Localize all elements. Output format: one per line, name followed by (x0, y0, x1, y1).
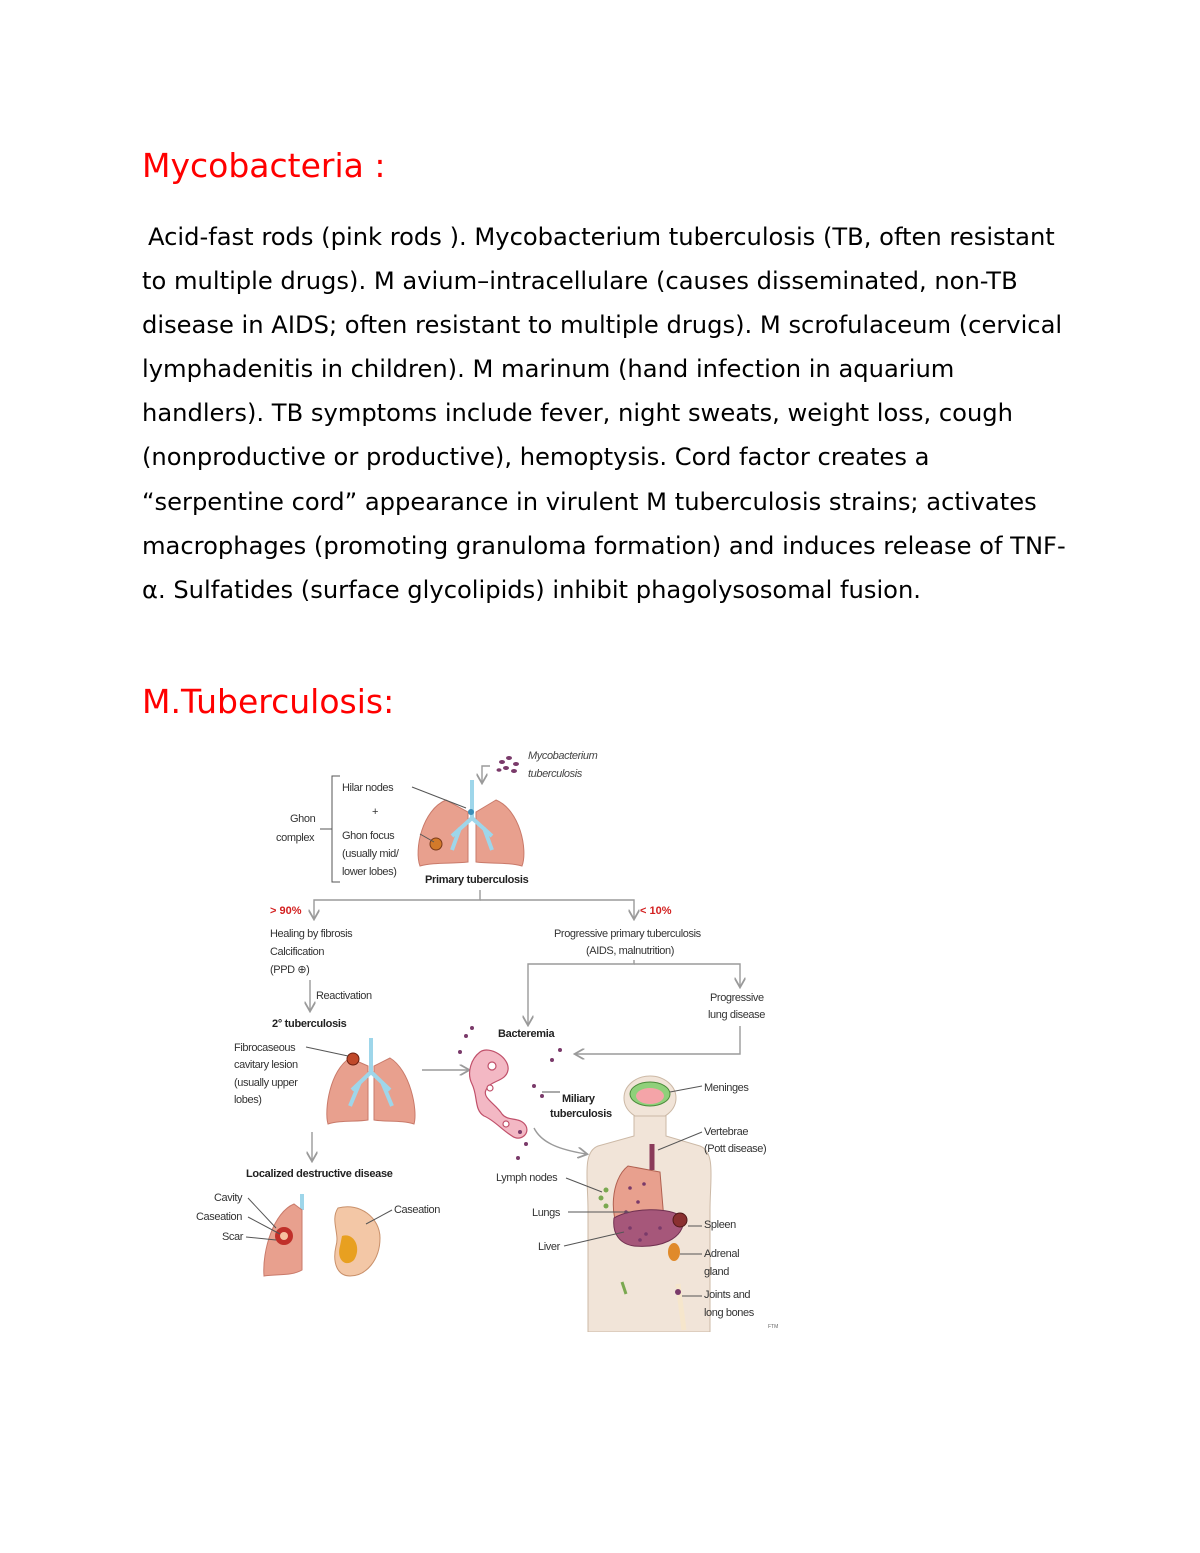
figure-svg (190, 740, 790, 1332)
spleen-label: Spleen (704, 1219, 736, 1231)
hilar-nodes-label: Hilar nodes (342, 782, 394, 794)
reactivation-label: Reactivation (316, 990, 372, 1002)
progressive-label-1: Progressive primary tuberculosis (554, 928, 701, 940)
progressive-arrow-right (634, 964, 740, 986)
joints-label-1: Joints and (704, 1289, 751, 1301)
meninges-label: Meninges (704, 1082, 749, 1094)
primary-lungs-icon (418, 780, 524, 866)
bacteremia-label: Bacteremia (498, 1028, 555, 1040)
adrenal-label-2: gland (704, 1266, 729, 1278)
caseation-right-label: Caseation (394, 1204, 440, 1216)
progressive-lung-label-1: Progressive (710, 992, 764, 1004)
healing-label-1: Healing by fibrosis (270, 928, 353, 940)
fibrocaseous-label-1: Fibrocaseous (234, 1042, 296, 1054)
infection-arrow (482, 766, 490, 782)
caseation-left-label: Caseation (196, 1211, 242, 1223)
localized-disease-label: Localized destructive disease (246, 1168, 393, 1180)
lung-to-bacteremia-arrow (576, 1026, 740, 1054)
scar-label: Scar (222, 1231, 244, 1243)
pct-high-label: > 90% (270, 905, 302, 917)
bacteremia-network-icon (470, 1050, 527, 1138)
ghon-focus-label-1: Ghon focus (342, 830, 395, 842)
cavity-label: Cavity (214, 1192, 243, 1204)
vertebrae-label-2: (Pott disease) (704, 1143, 767, 1155)
ghon-focus-label-3: lower lobes) (342, 866, 397, 878)
vertebrae-label-1: Vertebrae (704, 1126, 749, 1138)
ghon-label-2: complex (276, 832, 315, 844)
ghon-label-1: Ghon (290, 813, 316, 825)
progressive-lung-label-2: lung disease (708, 1009, 765, 1021)
paragraph-text: Acid-fast rods (pink rods ). Mycobacterium tuberculosis (TB, often resistant to multiple drugs). M avium–intracellulare (causes disseminated, non-TB disease in AIDS; often resistant to multiple drugs). M scrofulaceum (cervical lymphadenitis in children). M marinum (hand infection in aquarium handlers). TB symptoms include fever, night sweats, weight loss, cough (nonproductive or productive), hemoptysis. Cord factor creates a “serpentine cord” appearance in virulent M tuberculosis strains; activates macrophages (promoting granuloma formation) and induces release of TNF-α. Sulfatides (surface glycolipids) inhibit phagolysosomal fusion. (142, 223, 1066, 604)
progressive-arrow-left (528, 960, 634, 1024)
progressive-label-2: (AIDS, malnutrition) (586, 945, 674, 957)
bacteria-cluster-icon (497, 756, 520, 773)
lymph-nodes-label: Lymph nodes (496, 1172, 558, 1184)
liver-label: Liver (538, 1241, 560, 1253)
healing-label-3: (PPD ⊕) (270, 964, 310, 976)
tuberculosis-pathogenesis-figure (190, 740, 790, 1332)
joints-label-2: long bones (704, 1307, 754, 1319)
mycobacteria-paragraph (142, 215, 1072, 612)
split-arrow-right (480, 900, 634, 918)
fibrocaseous-label-2: cavitary lesion (234, 1059, 298, 1071)
primary-tb-label: Primary tuberculosis (425, 874, 529, 886)
corner-mark: FTM (768, 1324, 779, 1330)
split-arrow-left (314, 890, 480, 918)
lungs-label: Lungs (532, 1207, 560, 1219)
adrenal-label-1: Adrenal (704, 1248, 740, 1260)
organism-label-2: tuberculosis (528, 768, 582, 780)
fibrocaseous-label-3: (usually upper (234, 1077, 298, 1089)
miliary-label-1: Miliary (562, 1093, 595, 1105)
healing-label-2: Calcification (270, 946, 325, 958)
section-heading-mycobacteria: Mycobacteria : (142, 146, 386, 185)
ghon-bracket (332, 776, 340, 882)
plus-label: + (372, 806, 379, 818)
miliary-label-2: tuberculosis (550, 1108, 612, 1120)
destructive-lung-icon (264, 1194, 380, 1276)
organism-label-1: Mycobacterium (528, 750, 598, 762)
secondary-lungs-icon (327, 1038, 415, 1124)
secondary-tb-label: 2° tuberculosis (272, 1018, 347, 1030)
ghon-focus-label-2: (usually mid/ (342, 848, 399, 860)
section-heading-m-tuberculosis: M.Tuberculosis: (142, 682, 395, 721)
bacteria-dots-icon (458, 1026, 562, 1160)
pct-low-label: < 10% (640, 905, 672, 917)
miliary-to-body-arrow (534, 1128, 586, 1154)
fibrocaseous-label-4: lobes) (234, 1094, 262, 1106)
